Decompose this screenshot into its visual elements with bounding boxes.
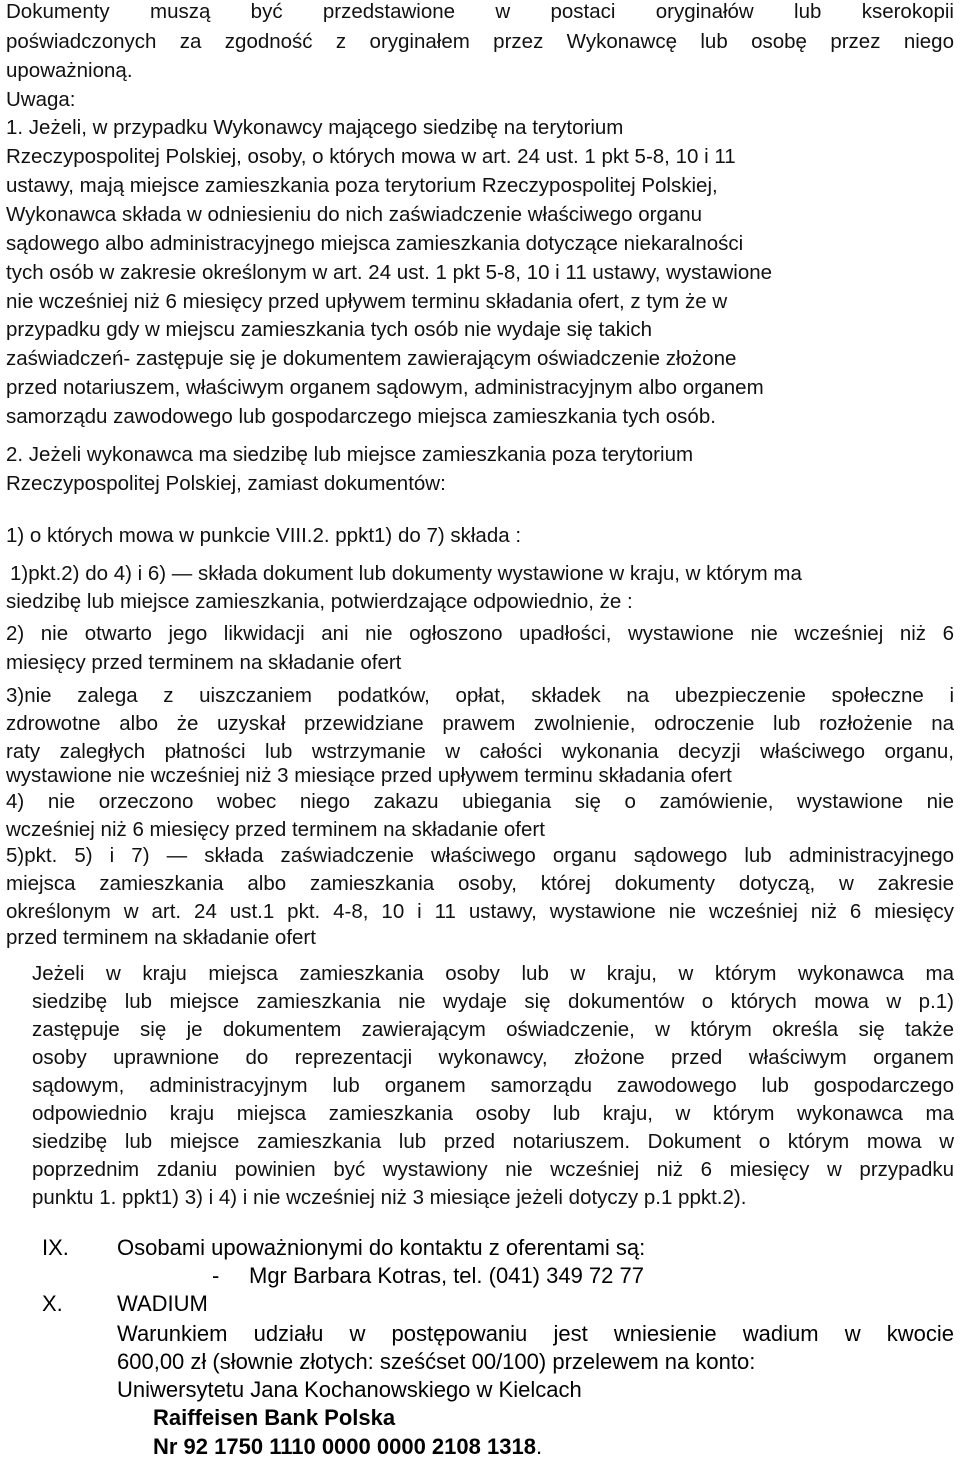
sub1a-line: siedzibę lub miejsce zamieszkania, potwierdzające odpowiednio, że : [6, 590, 633, 613]
note-line: sądowym, administracyjnym lub organem samorządu zawodowego lub gospodarczego [32, 1074, 954, 1097]
section-ix-title: Osobami upoważnionymi do kontaktu z oferentami są: [117, 1235, 646, 1260]
point1-line: zaświadczeń- zastępuje się je dokumentem zawierającym oświadczenie złożone [6, 347, 737, 370]
sub5-line: miejsca zamieszkania albo zamieszkania osoby, której dokumenty dotyczą, w zakresie [6, 872, 954, 895]
note-line: odpowiednio kraju miejsca zamieszkania osoby lub kraju, w którym wykonawca ma [32, 1102, 954, 1125]
sub4-line: wcześniej niż 6 miesięcy przed terminem na składanie ofert [6, 818, 545, 841]
wadium-line: Uniwersytetu Jana Kochanowskiego w Kielcach [117, 1377, 582, 1402]
contact-dash: - [212, 1263, 220, 1288]
point1-line: przypadku gdy w miejscu zamieszkania tych osób nie wydaje się takich [6, 318, 653, 341]
note-line: siedzibę lub miejsce zamieszkania lub przed notariuszem. Dokument o którym mowa w [32, 1130, 954, 1153]
sub2-line: miesięcy przed terminem na składanie ofert [6, 651, 402, 674]
point1-line: tych osób w zakresie określonym w art. 24 ust. 1 pkt 5-8, 10 i 11 ustawy, wystawione [6, 261, 773, 284]
sub1-line: 1) o których mowa w punkcie VIII.2. ppkt1) do 7) składa : [6, 524, 522, 547]
bank-account [153, 1435, 542, 1459]
note-line: osoby uprawnione do reprezentacji wykonawcy, złożone przed właściwym organem [32, 1046, 954, 1069]
point1-line: ustawy, mają miejsce zamieszkania poza terytorium Rzeczypospolitej Polskiej, [6, 174, 718, 197]
sub5-line: określonym w art. 24 ust.1 pkt. 4-8, 10 i 11 ustawy, wystawione nie wcześniej niż 6 miesięcy [6, 900, 954, 923]
bank-account-number: Nr 92 1750 1110 0000 0000 2108 1318 [153, 1434, 536, 1459]
sub1a-line: 1)pkt.2) do 4) i 6) ― składa dokument lub dokumenty wystawione w kraju, w którym ma [10, 562, 802, 585]
note-line: punktu 1. ppkt1) 3) i 4) i nie wcześniej niż 3 miesiące jeżeli dotyczy p.1 ppkt.2). [32, 1186, 747, 1209]
bank-account-period: . [535, 1434, 543, 1459]
note-line: Jeżeli w kraju miejsca zamieszkania osoby lub w kraju, w którym wykonawca ma [32, 962, 954, 985]
note-line: poprzednim zdaniu powinien być wystawiony nie wcześniej niż 6 miesięcy w przypadku [32, 1158, 954, 1181]
section-x-number: X. [42, 1291, 63, 1316]
sub4-line: 4) nie orzeczono wobec niego zakazu ubiegania się o zamówienie, wystawione nie [6, 790, 954, 813]
sub2-line: 2) nie otwarto jego likwidacji ani nie ogłoszono upadłości, wystawione nie wcześniej niż 6 [6, 622, 954, 645]
bank-name: Raiffeisen Bank Polska [153, 1405, 396, 1430]
sub5-line: 5)pkt. 5) i 7) ― składa zaświadczenie właściwego organu sądowego lub administracyjnego [6, 844, 954, 867]
section-ix-number: IX. [42, 1235, 69, 1260]
sub3-line: wystawione nie wcześniej niż 3 miesiące przed upływem terminu składania ofert [6, 764, 732, 787]
section-x-title: WADIUM [117, 1291, 208, 1316]
note-line: siedzibę lub miejsce zamieszkania nie wydaje się dokumentów o których mowa w p.1) [32, 990, 954, 1013]
point1-line: Rzeczypospolitej Polskiej, osoby, o których mowa w art. 24 ust. 1 pkt 5-8, 10 i 11 [6, 145, 736, 168]
uwaga-label: Uwaga: [6, 88, 76, 111]
point1-line: Wykonawca składa w odniesieniu do nich zaświadczenie właściwego organu [6, 203, 703, 226]
wadium-line: Warunkiem udziału w postępowaniu jest wniesienie wadium w kwocie [117, 1321, 954, 1346]
contact-person: Mgr Barbara Kotras, tel. (041) 349 72 77 [249, 1263, 644, 1288]
sub3-line: raty zaległych płatności lub wstrzymanie w całości wykonania decyzji właściwego organu, [6, 740, 954, 763]
note-line: zastępuje się je dokumentem zawierającym oświadczenie, w którym określa się także [32, 1018, 954, 1041]
intro-line: Dokumenty muszą być przedstawione w postaci oryginałów lub kserokopii [6, 0, 954, 23]
point2-line: Rzeczypospolitej Polskiej, zamiast dokumentów: [6, 472, 446, 495]
intro-line: poświadczonych za zgodność z oryginałem przez Wykonawcę lub osobę przez niego [6, 30, 954, 53]
point2-line: 2. Jeżeli wykonawca ma siedzibę lub miejsce zamieszkania poza terytorium [6, 443, 694, 466]
intro-line: upoważnioną. [6, 59, 133, 82]
wadium-line: 600,00 zł (słownie złotych: sześćset 00/100) przelewem na konto: [117, 1349, 756, 1374]
point1-line: przed notariuszem, właściwym organem sądowym, administracyjnym albo organem [6, 376, 764, 399]
point1-line: nie wcześniej niż 6 miesięcy przed upływem terminu składania ofert, z tym że w [6, 290, 728, 313]
point1-line: samorządu zawodowego lub gospodarczego miejsca zamieszkania tych osób. [6, 405, 716, 428]
sub3-line: 3)nie zalega z uiszczaniem podatków, opłat, składek na ubezpieczenie społeczne i [6, 684, 954, 707]
sub5-line: przed terminem na składanie ofert [6, 926, 316, 949]
point1-line: sądowego albo administracyjnego miejsca zamieszkania dotyczące niekaralności [6, 232, 744, 255]
sub3-line: zdrowotne albo że uzyskał przewidziane prawem zwolnienie, odroczenie lub rozłożenie na [6, 712, 954, 735]
point1-line: 1. Jeżeli, w przypadku Wykonawcy mającego siedzibę na terytorium [6, 116, 624, 139]
